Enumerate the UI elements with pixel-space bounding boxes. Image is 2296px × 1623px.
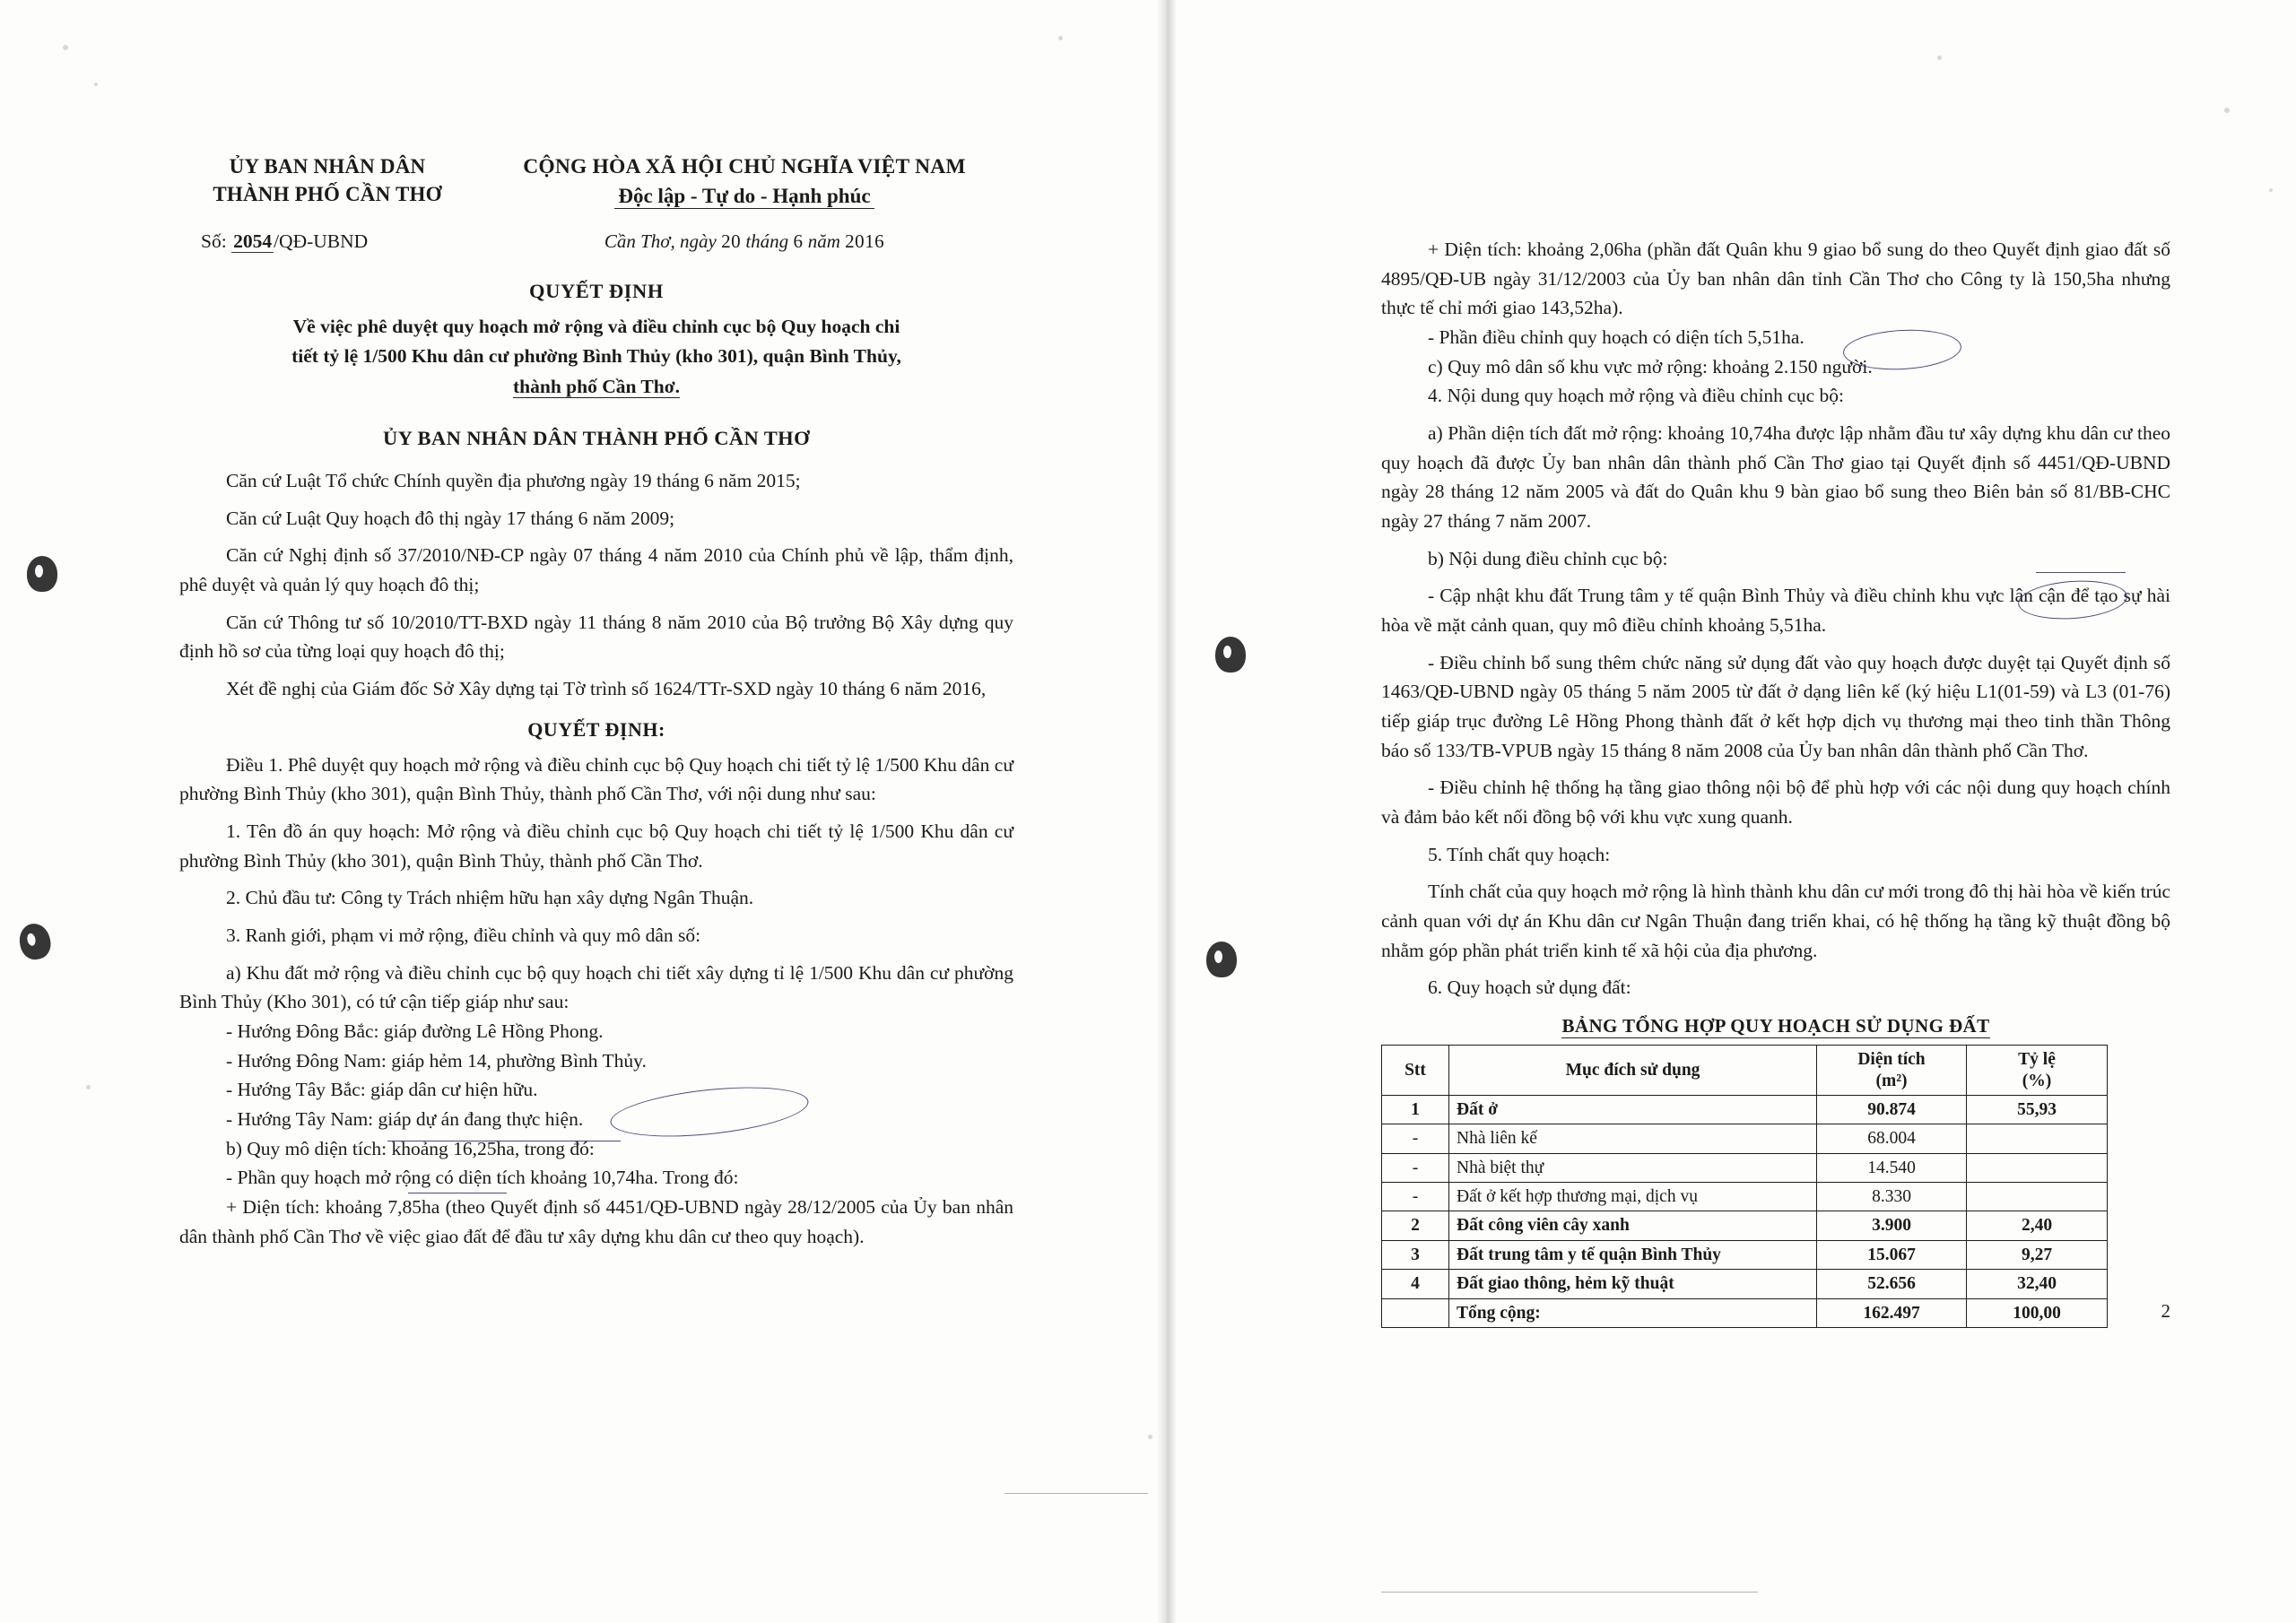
header-percent-line-2: (%) bbox=[2022, 1071, 2052, 1090]
issuer-line-1: ỦY BAN NHÂN DÂN bbox=[229, 155, 426, 178]
header-purpose: Mục đích sử dụng bbox=[1449, 1046, 1817, 1096]
cell-percent bbox=[1967, 1153, 2108, 1182]
day-value: 20 bbox=[721, 230, 742, 253]
legal-basis-3: Căn cứ Nghị định số 37/2010/NĐ-CP ngày 07 tháng 4 năm 2010 của Chính phủ về lập, thẩm định, phê duyệt và quản lý quy hoạch đô thị; bbox=[179, 544, 1013, 596]
handwritten-underline-annotation bbox=[2036, 572, 2126, 573]
year-label: năm bbox=[807, 230, 840, 253]
scan-speck bbox=[1058, 36, 1063, 40]
header-percent bbox=[1967, 1046, 2108, 1096]
scan-speck bbox=[86, 1085, 91, 1089]
national-heading bbox=[475, 152, 1013, 211]
issuing-organ-heading: ỦY BAN NHÂN DÂN THÀNH PHỐ CẦN THƠ bbox=[383, 427, 810, 450]
cell-area: 52.656 bbox=[1817, 1270, 1967, 1298]
cell-stt: 2 bbox=[1382, 1211, 1449, 1240]
scan-artifact-line bbox=[1381, 1592, 1758, 1593]
item-4b-heading: b) Nội dung điều chỉnh cục bộ: bbox=[1428, 547, 1668, 569]
item-3b-sub-2: + Diện tích: khoảng 7,85ha (theo Quyết định số 4451/QĐ-UBND ngày 28/12/2005 của Ủy ban nhân dân thành phố Cần Thơ về việc giao đất để đầu tư xây dựng khu dân cư theo quy hoạch). bbox=[179, 1196, 1013, 1247]
cell-stt: - bbox=[1382, 1153, 1449, 1182]
cell-stt: 3 bbox=[1382, 1240, 1449, 1269]
table-total-row bbox=[1382, 1298, 2108, 1327]
legal-basis-5: Xét đề nghị của Giám đốc Sở Xây dựng tại Tờ trình số 1624/TTr-SXD ngày 10 tháng 6 năm 2016, bbox=[226, 678, 987, 700]
table-row bbox=[1382, 1183, 2108, 1211]
scan-speck bbox=[1937, 56, 1942, 60]
cell-stt: - bbox=[1382, 1124, 1449, 1153]
cell-purpose: Đất trung tâm y tế quận Bình Thủy bbox=[1449, 1240, 1817, 1269]
para-adjust-area: - Phần điều chỉnh quy hoạch có diện tích 5,51ha. bbox=[1428, 326, 1805, 349]
scan-speck bbox=[63, 45, 68, 50]
border-northeast: - Hướng Đông Bắc: giáp đường Lê Hồng Phong. bbox=[226, 1020, 604, 1043]
document-header bbox=[179, 152, 1013, 211]
right-page-content bbox=[1381, 235, 2170, 1328]
cell-area: 15.067 bbox=[1817, 1240, 1967, 1269]
national-motto: Độc lập - Tự do - Hạnh phúc bbox=[475, 182, 1013, 211]
para-area-2-06ha: + Diện tích: khoảng 2,06ha (phần đất Quân khu 9 giao bổ sung do theo Quyết định giao đất số 4895/QĐ-UB ngày 31/12/2003 của Ủy ban nhân dân tỉnh Cần Thơ cho Công ty là 150,5ha nhưng thực tế chỉ mới giao 143,52ha). bbox=[1381, 239, 2170, 319]
item-4a: a) Phần diện tích đất mở rộng: khoảng 10,74ha được lập nhằm đầu tư xây dựng khu dân cư theo quy hoạch đã được Ủy ban nhân dân thành phố Cần Thơ giao tại Quyết định số 4451/QĐ-UBND ngày 28 tháng 12 năm 2005 và đất do Quân khu 9 bàn giao bổ sung theo Biên bản số 81/BB-CHC ngày 27 tháng 7 năm 2007. bbox=[1381, 422, 2170, 533]
month-value: 6 bbox=[793, 230, 804, 253]
cell-percent bbox=[1967, 1183, 2108, 1211]
cell-stt: 4 bbox=[1382, 1270, 1449, 1298]
cell-purpose: Nhà liên kế bbox=[1449, 1124, 1817, 1153]
cell-area: 14.540 bbox=[1817, 1153, 1967, 1182]
item-4b-point-3: - Điều chỉnh hệ thống hạ tầng giao thông nội bộ để phù hợp với các nội dung quy hoạch chính và đảm bảo kết nối đồng bộ với khu vực xung quanh. bbox=[1381, 777, 2170, 829]
cell-area: 3.900 bbox=[1817, 1211, 1967, 1240]
item-5-body: Tính chất của quy hoạch mở rộng là hình thành khu dân cư mới trong đô thị hài hòa về kiến trúc cảnh quan với dự án Khu dân cư Ngân Thuận đang triển khai, có hệ thống hạ tầng kỹ thuật đồng bộ nhằm góp phần phát triển kinh tế xã hội của địa phương. bbox=[1381, 881, 2170, 961]
border-southeast: - Hướng Đông Nam: giáp hẻm 14, phường Bình Thủy. bbox=[226, 1049, 647, 1072]
cell-stt bbox=[1382, 1298, 1449, 1327]
item-4b-point-2: - Điều chỉnh bổ sung thêm chức năng sử dụng đất vào quy hoạch được duyệt tại Quyết định số 1463/QĐ-UBND ngày 05 tháng 5 năm 2005 từ đất ở dạng liên kế (ký hiệu L1(01-59) và L3 (01-76) tiếp giáp trục đường Lê Hồng Phong thành đất ở kết hợp dịch vụ thương mại theo tinh thần Thông báo số 133/TB-VPUB ngày 15 tháng 8 năm 2008 của Ủy ban nhân dân thành phố Cần Thơ. bbox=[1381, 651, 2170, 761]
cell-stt: 1 bbox=[1382, 1095, 1449, 1124]
item-5-heading: 5. Tính chất quy hoạch: bbox=[1428, 843, 1611, 865]
page-gutter-shadow bbox=[1157, 0, 1177, 1623]
item-2-investor: 2. Chủ đầu tư: Công ty Trách nhiệm hữu hạn xây dựng Ngân Thuận. bbox=[226, 887, 754, 909]
so-number: 2054 bbox=[233, 230, 273, 253]
item-3a: a) Khu đất mở rộng và điều chỉnh cục bộ quy hoạch chi tiết xây dựng tỉ lệ 1/500 Khu dân cư phường Bình Thủy (Kho 301), có tứ cận tiếp giáp như sau: bbox=[179, 961, 1013, 1013]
scan-speck bbox=[2269, 188, 2273, 192]
cell-purpose: Đất công viên cây xanh bbox=[1449, 1211, 1817, 1240]
document-number-row bbox=[179, 230, 1013, 253]
cell-area: 162.497 bbox=[1817, 1298, 1967, 1327]
scan-speck bbox=[1148, 1435, 1152, 1439]
cell-percent: 32,40 bbox=[1967, 1270, 2108, 1298]
border-northwest: - Hướng Tây Bắc: giáp dân cư hiện hữu. bbox=[226, 1079, 538, 1101]
cell-purpose: Đất ở kết hợp thương mại, dịch vụ bbox=[1449, 1183, 1817, 1211]
para-population: c) Quy mô dân số khu vực mở rộng: khoảng 2.150 người. bbox=[1428, 355, 1873, 378]
legal-basis-2: Căn cứ Luật Quy hoạch đô thị ngày 17 tháng 6 năm 2009; bbox=[226, 507, 675, 529]
cell-stt: - bbox=[1382, 1183, 1449, 1211]
land-use-table bbox=[1381, 1045, 2108, 1328]
document-subtitle bbox=[179, 312, 1013, 402]
item-1-project-name: 1. Tên đồ án quy hoạch: Mở rộng và điều chỉnh cục bộ Quy hoạch chi tiết tỷ lệ 1/500 Khu dân cư phường Bình Thủy (kho 301), quận Bình Thủy, thành phố Cần Thơ. bbox=[179, 820, 1013, 872]
header-area bbox=[1817, 1046, 1967, 1096]
place-date-label: Cần Thơ, ngày bbox=[604, 230, 717, 253]
table-title: BẢNG TỔNG HỢP QUY HOẠCH SỬ DỤNG ĐẤT bbox=[1561, 1015, 1990, 1037]
item-3b-area: b) Quy mô diện tích: khoảng 16,25ha, trong đó: bbox=[226, 1137, 595, 1159]
legal-bases bbox=[179, 466, 1013, 704]
left-page-content bbox=[179, 152, 1013, 1251]
subtitle-line-2: tiết tỷ lệ 1/500 Khu dân cư phường Bình Thủy (kho 301), quận Bình Thủy, bbox=[291, 345, 901, 368]
legal-basis-1: Căn cứ Luật Tổ chức Chính quyền địa phương ngày 19 tháng 6 năm 2015; bbox=[226, 470, 801, 492]
cell-percent: 2,40 bbox=[1967, 1211, 2108, 1240]
issuing-authority bbox=[179, 152, 475, 208]
cell-percent: 100,00 bbox=[1967, 1298, 2108, 1327]
table-row bbox=[1382, 1095, 2108, 1124]
place-and-date bbox=[475, 230, 1013, 253]
legal-basis-4: Căn cứ Thông tư số 10/2010/TT-BXD ngày 11 tháng 8 năm 2010 của Bộ trưởng Bộ Xây dựng quy định hồ sơ của từng loại quy hoạch đô thị; bbox=[179, 611, 1013, 663]
cell-purpose: Tổng cộng: bbox=[1449, 1298, 1817, 1327]
header-stt: Stt bbox=[1382, 1046, 1449, 1096]
cell-percent: 55,93 bbox=[1967, 1095, 2108, 1124]
subtitle-line-1: Về việc phê duyệt quy hoạch mở rộng và điều chỉnh cục bộ Quy hoạch chi bbox=[292, 316, 900, 338]
border-southwest: - Hướng Tây Nam: giáp dự án đang thực hiện. bbox=[226, 1108, 584, 1131]
cell-area: 68.004 bbox=[1817, 1124, 1967, 1153]
cell-purpose: Đất giao thông, hẻm kỹ thuật bbox=[1449, 1270, 1817, 1298]
scan-speck bbox=[94, 82, 98, 86]
cell-area: 90.874 bbox=[1817, 1095, 1967, 1124]
month-label: tháng bbox=[745, 230, 789, 253]
subtitle-line-3: thành phố Cần Thơ. bbox=[513, 375, 680, 397]
cell-purpose: Nhà biệt thự bbox=[1449, 1153, 1817, 1182]
table-header-row bbox=[1382, 1046, 2108, 1096]
item-3b-sub-1: - Phần quy hoạch mở rộng có diện tích khoảng 10,74ha. Trong đó: bbox=[226, 1167, 739, 1189]
item-6-heading: 6. Quy hoạch sử dụng đất: bbox=[1428, 976, 1631, 999]
scan-artifact-line bbox=[1004, 1493, 1148, 1494]
item-4b-point-1: - Cập nhật khu đất Trung tâm y tế quận Bình Thủy và điều chỉnh khu vực lân cận để tạo sự hài hòa về mặt cảnh quan, quy mô điều chỉnh khoảng 5,51ha. bbox=[1381, 585, 2170, 637]
cell-area: 8.330 bbox=[1817, 1183, 1967, 1211]
cell-percent: 9,27 bbox=[1967, 1240, 2108, 1269]
year-value: 2016 bbox=[845, 230, 885, 253]
table-row bbox=[1382, 1240, 2108, 1269]
table-row bbox=[1382, 1270, 2108, 1298]
item-3-heading: 3. Ranh giới, phạm vi mở rộng, điều chỉnh và quy mô dân số: bbox=[226, 924, 701, 947]
cell-purpose: Đất ở bbox=[1449, 1095, 1817, 1124]
table-row bbox=[1382, 1124, 2108, 1153]
binding-punch-mark bbox=[1206, 942, 1237, 977]
binding-punch-mark bbox=[27, 556, 57, 592]
header-percent-line-1: Tỷ lệ bbox=[2018, 1050, 2056, 1070]
binding-punch-mark bbox=[1215, 637, 1246, 673]
scan-speck bbox=[2224, 108, 2230, 113]
document-number bbox=[179, 230, 475, 253]
table-row bbox=[1382, 1211, 2108, 1240]
national-title: CỘNG HÒA XÃ HỘI CHỦ NGHĨA VIỆT NAM bbox=[523, 155, 966, 178]
article-1: Điều 1. Phê duyệt quy hoạch mở rộng và điều chỉnh cục bộ Quy hoạch chi tiết tỷ lệ 1/500 Khu dân cư phường Bình Thủy (kho 301), quận Bình Thủy, thành phố Cần Thơ, với nội dung như sau: bbox=[179, 753, 1013, 805]
item-4-heading: 4. Nội dung quy hoạch mở rộng và điều chỉnh cục bộ: bbox=[1428, 385, 1844, 407]
cell-percent bbox=[1967, 1124, 2108, 1153]
document-title: QUYẾT ĐỊNH bbox=[529, 280, 664, 303]
so-label: Số: bbox=[201, 230, 227, 253]
issuer-line-2: THÀNH PHỐ CẦN THƠ bbox=[213, 183, 442, 206]
header-area-line-1: Diện tích bbox=[1857, 1050, 1926, 1070]
header-area-line-2: (m²) bbox=[1875, 1071, 1908, 1090]
decide-heading: QUYẾT ĐỊNH: bbox=[527, 717, 665, 741]
page-number: 2 bbox=[2161, 1300, 2170, 1322]
so-suffix: /QĐ-UBND bbox=[274, 230, 369, 253]
table-row bbox=[1382, 1153, 2108, 1182]
